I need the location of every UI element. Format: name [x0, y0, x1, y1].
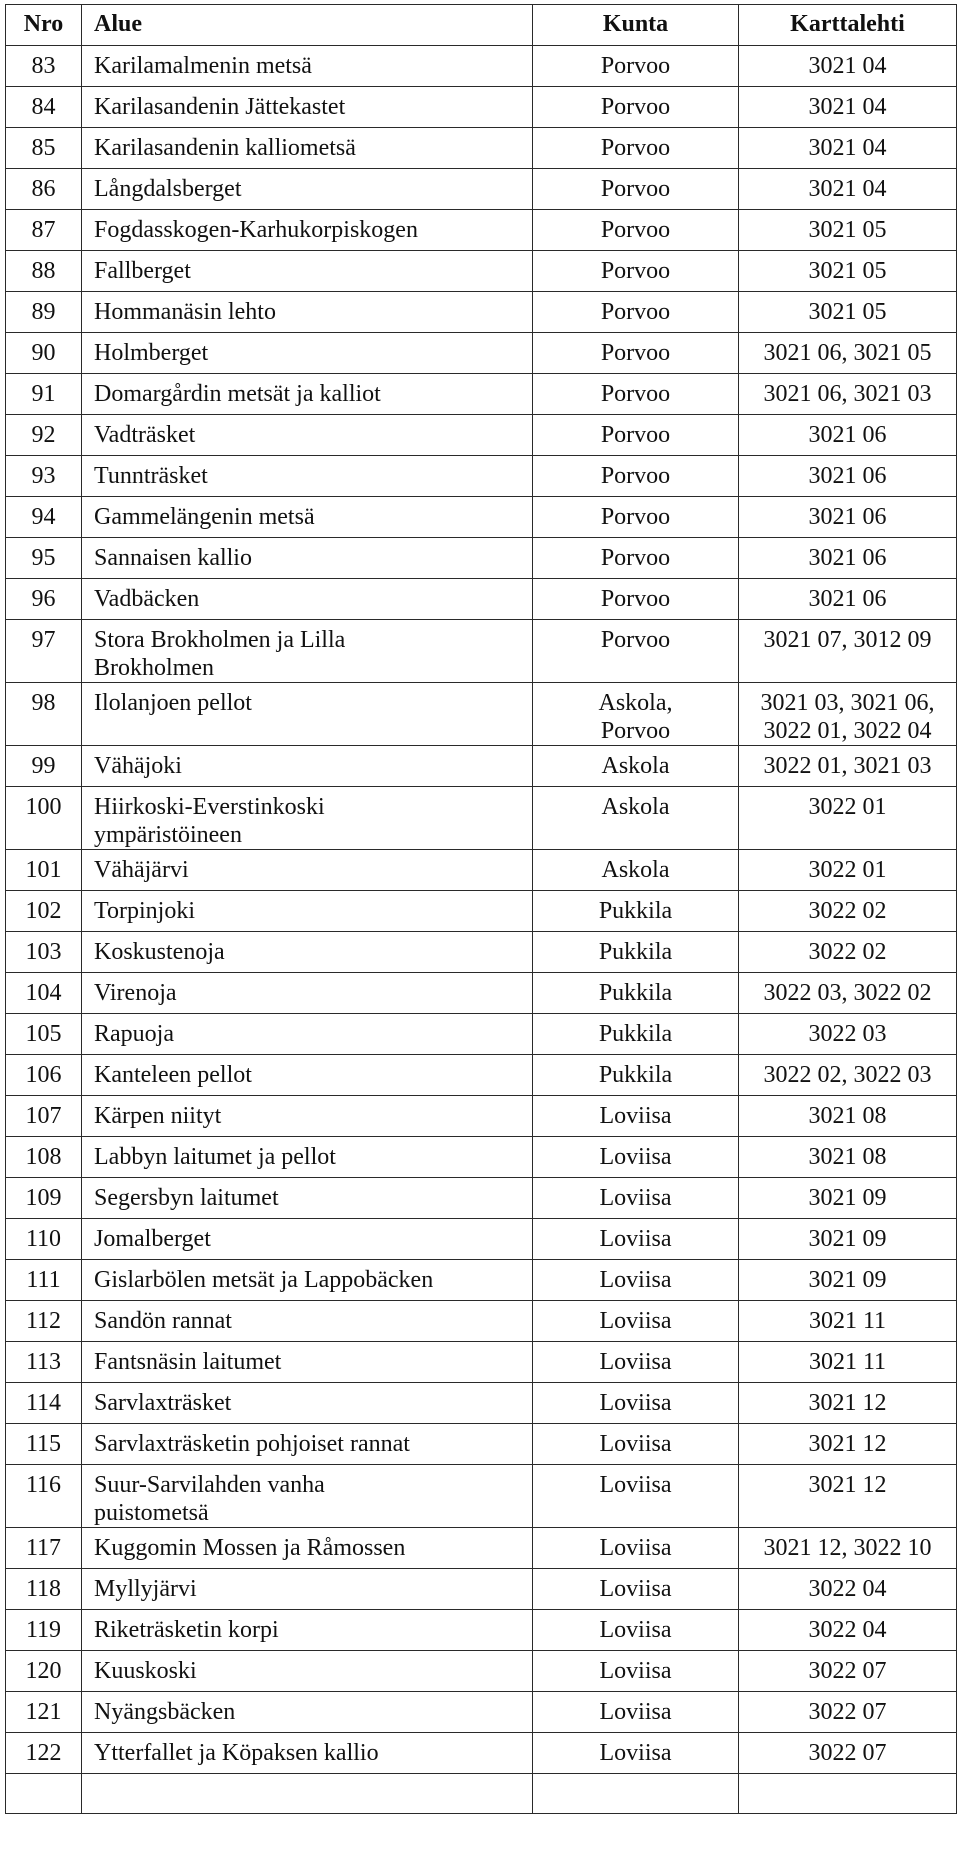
cell-nro: 120 [6, 1651, 82, 1692]
cell-alue-line: Stora Brokholmen ja Lilla [94, 627, 346, 653]
table-row [6, 1260, 957, 1301]
table-row [6, 1137, 957, 1178]
cell-kunta: Loviisa [533, 1383, 739, 1424]
table-row [6, 973, 957, 1014]
cell-kunta: Loviisa [533, 1465, 739, 1528]
cell-nro: 122 [6, 1733, 82, 1774]
table-header-row [6, 5, 957, 46]
cell-kunta: Porvoo [533, 251, 739, 292]
cell-alue: Sarvlaxträsketin pohjoiset rannat [82, 1424, 533, 1465]
cell-nro: 107 [6, 1096, 82, 1137]
cell-nro-empty [6, 1774, 82, 1814]
cell-karttalehti: 3021 06 [739, 415, 957, 456]
cell-alue: Vadbäcken [82, 579, 533, 620]
cell-karttalehti: 3022 03 [739, 1014, 957, 1055]
cell-alue: Vähäjoki [82, 746, 533, 787]
table-body-c [6, 1528, 957, 1774]
cell-karttalehti: 3021 12 [739, 1424, 957, 1465]
cell-nro: 88 [6, 251, 82, 292]
table-row [6, 787, 957, 850]
cell-kunta: Porvoo [533, 456, 739, 497]
table-body-empty [6, 1774, 957, 1814]
cell-kunta: Porvoo [533, 333, 739, 374]
cell-nro: 105 [6, 1014, 82, 1055]
cell-alue: Långdalsberget [82, 169, 533, 210]
table-row [6, 46, 957, 87]
cell-alue-line: Suur-Sarvilahden vanha [94, 1472, 325, 1498]
cell-nro: 104 [6, 973, 82, 1014]
cell-alue: Rapuoja [82, 1014, 533, 1055]
cell-nro: 106 [6, 1055, 82, 1096]
table-row [6, 850, 957, 891]
cell-karttalehti: 3022 01, 3021 03 [739, 746, 957, 787]
table-row [6, 1301, 957, 1342]
cell-karttalehti: 3022 07 [739, 1733, 957, 1774]
cell-kunta: Loviisa [533, 1219, 739, 1260]
cell-karttalehti-line: 3022 01, 3022 04 [763, 718, 932, 744]
cell-nro: 102 [6, 891, 82, 932]
cell-kunta: Loviisa [533, 1651, 739, 1692]
cell-karttalehti: 3021 04 [739, 46, 957, 87]
cell-alue: Sannaisen kallio [82, 538, 533, 579]
cell-kunta: Porvoo [533, 374, 739, 415]
table-row [6, 746, 957, 787]
table-row [6, 456, 957, 497]
table-row [6, 1569, 957, 1610]
table-row [6, 292, 957, 333]
cell-kunta-empty [533, 1774, 739, 1814]
table-row [6, 1651, 957, 1692]
cell-kunta: Pukkila [533, 973, 739, 1014]
table-row [6, 1342, 957, 1383]
cell-alue: Ytterfallet ja Köpaksen kallio [82, 1733, 533, 1774]
cell-nro: 93 [6, 456, 82, 497]
cell-kunta: Loviisa [533, 1096, 739, 1137]
cell-alue: Karilasandenin Jättekastet [82, 87, 533, 128]
cell-karttalehti-empty [739, 1774, 957, 1814]
cell-alue: Labbyn laitumet ja pellot [82, 1137, 533, 1178]
cell-alue: Karilamalmenin metsä [82, 46, 533, 87]
cell-nro: 92 [6, 415, 82, 456]
cell-karttalehti: 3022 02 [739, 932, 957, 973]
cell-karttalehti: 3021 05 [739, 251, 957, 292]
table-row [6, 128, 957, 169]
cell-alue [82, 620, 533, 683]
cell-karttalehti: 3021 04 [739, 169, 957, 210]
table-row [6, 374, 957, 415]
cell-nro: 110 [6, 1219, 82, 1260]
cell-alue-line: puistometsä [94, 1500, 209, 1526]
cell-kunta: Porvoo [533, 210, 739, 251]
cell-alue: Virenoja [82, 973, 533, 1014]
cell-karttalehti: 3021 05 [739, 292, 957, 333]
cell-kunta: Porvoo [533, 46, 739, 87]
cell-kunta: Loviisa [533, 1733, 739, 1774]
cell-alue: Karilasandenin kalliometsä [82, 128, 533, 169]
table-body-a [6, 46, 957, 620]
header-nro: Nro [6, 5, 82, 46]
table-row [6, 169, 957, 210]
cell-karttalehti: 3021 06 [739, 456, 957, 497]
cell-karttalehti: 3021 04 [739, 128, 957, 169]
table-row [6, 333, 957, 374]
cell-kunta: Loviisa [533, 1260, 739, 1301]
cell-nro: 98 [6, 683, 82, 746]
cell-nro: 96 [6, 579, 82, 620]
cell-kunta: Porvoo [533, 292, 739, 333]
cell-alue: Sandön rannat [82, 1301, 533, 1342]
table-row [6, 1096, 957, 1137]
cell-karttalehti: 3021 06 [739, 497, 957, 538]
cell-alue: Vähäjärvi [82, 850, 533, 891]
cell-kunta: Pukkila [533, 1014, 739, 1055]
table-row [6, 251, 957, 292]
cell-karttalehti: 3021 12, 3022 10 [739, 1528, 957, 1569]
cell-karttalehti: 3021 04 [739, 87, 957, 128]
header-karttalehti: Karttalehti [739, 5, 957, 46]
cell-kunta [533, 683, 739, 746]
areas-table [5, 4, 957, 1814]
cell-kunta: Porvoo [533, 497, 739, 538]
cell-nro: 121 [6, 1692, 82, 1733]
cell-karttalehti: 3021 06, 3021 05 [739, 333, 957, 374]
cell-nro: 109 [6, 1178, 82, 1219]
cell-nro: 116 [6, 1465, 82, 1528]
cell-kunta: Porvoo [533, 415, 739, 456]
cell-nro: 85 [6, 128, 82, 169]
cell-nro: 108 [6, 1137, 82, 1178]
table-row [6, 1014, 957, 1055]
cell-kunta: Porvoo [533, 579, 739, 620]
cell-karttalehti: 3021 09 [739, 1178, 957, 1219]
cell-nro: 101 [6, 850, 82, 891]
cell-kunta: Askola [533, 787, 739, 850]
cell-karttalehti: 3021 07, 3012 09 [739, 620, 957, 683]
cell-karttalehti: 3021 08 [739, 1096, 957, 1137]
table-row-empty [6, 1774, 957, 1814]
cell-karttalehti [739, 683, 957, 746]
cell-nro: 86 [6, 169, 82, 210]
table-row [6, 1383, 957, 1424]
cell-alue: Sarvlaxträsket [82, 1383, 533, 1424]
cell-alue: Fogdasskogen-Karhukorpiskogen [82, 210, 533, 251]
cell-karttalehti: 3022 04 [739, 1569, 957, 1610]
table-body-multiline-2 [6, 1465, 957, 1528]
table-row [6, 1692, 957, 1733]
cell-karttalehti: 3022 01 [739, 850, 957, 891]
cell-kunta: Loviisa [533, 1569, 739, 1610]
cell-karttalehti: 3022 07 [739, 1651, 957, 1692]
cell-karttalehti: 3022 07 [739, 1692, 957, 1733]
table-row [6, 497, 957, 538]
cell-karttalehti: 3021 06, 3021 03 [739, 374, 957, 415]
cell-karttalehti: 3021 09 [739, 1219, 957, 1260]
cell-alue: Kärpen niityt [82, 1096, 533, 1137]
cell-alue [82, 787, 533, 850]
cell-nro: 112 [6, 1301, 82, 1342]
cell-alue-line: Hiirkoski-Everstinkoski [94, 794, 325, 820]
cell-kunta: Loviisa [533, 1528, 739, 1569]
table-row [6, 683, 957, 746]
cell-kunta: Askola [533, 746, 739, 787]
table-row [6, 87, 957, 128]
cell-alue: Nyängsbäcken [82, 1692, 533, 1733]
cell-karttalehti: 3021 11 [739, 1342, 957, 1383]
cell-nro: 115 [6, 1424, 82, 1465]
cell-kunta: Loviisa [533, 1692, 739, 1733]
cell-alue: Kuuskoski [82, 1651, 533, 1692]
cell-alue: Fantsnäsin laitumet [82, 1342, 533, 1383]
cell-nro: 97 [6, 620, 82, 683]
cell-karttalehti: 3021 12 [739, 1383, 957, 1424]
cell-kunta: Loviisa [533, 1424, 739, 1465]
cell-nro: 100 [6, 787, 82, 850]
table-row [6, 1528, 957, 1569]
cell-nro: 114 [6, 1383, 82, 1424]
cell-alue: Hommanäsin lehto [82, 292, 533, 333]
cell-alue: Jomalberget [82, 1219, 533, 1260]
cell-alue-line: ympäristöineen [94, 822, 242, 848]
cell-karttalehti: 3022 03, 3022 02 [739, 973, 957, 1014]
table-row [6, 415, 957, 456]
cell-nro: 87 [6, 210, 82, 251]
cell-alue: Ilolanjoen pellot [82, 683, 533, 746]
cell-alue: Myllyjärvi [82, 1569, 533, 1610]
cell-nro: 119 [6, 1610, 82, 1651]
cell-karttalehti: 3022 02 [739, 891, 957, 932]
table-body-b [6, 850, 957, 1465]
cell-karttalehti: 3021 06 [739, 579, 957, 620]
cell-nro: 84 [6, 87, 82, 128]
cell-kunta: Pukkila [533, 891, 739, 932]
table-row [6, 1424, 957, 1465]
cell-alue: Domargårdin metsät ja kalliot [82, 374, 533, 415]
cell-karttalehti: 3022 01 [739, 787, 957, 850]
cell-nro: 103 [6, 932, 82, 973]
cell-alue: Tunnträsket [82, 456, 533, 497]
cell-nro: 118 [6, 1569, 82, 1610]
cell-alue: Gammelängenin metsä [82, 497, 533, 538]
cell-kunta: Pukkila [533, 1055, 739, 1096]
cell-alue: Gislarbölen metsät ja Lappobäcken [82, 1260, 533, 1301]
table-row [6, 1219, 957, 1260]
cell-karttalehti: 3022 04 [739, 1610, 957, 1651]
cell-kunta: Porvoo [533, 620, 739, 683]
cell-alue: Holmberget [82, 333, 533, 374]
cell-kunta-line: Askola, [598, 690, 673, 716]
cell-kunta: Loviisa [533, 1342, 739, 1383]
cell-nro: 89 [6, 292, 82, 333]
table-row [6, 620, 957, 683]
cell-kunta: Porvoo [533, 538, 739, 579]
cell-karttalehti: 3021 09 [739, 1260, 957, 1301]
cell-karttalehti: 3022 02, 3022 03 [739, 1055, 957, 1096]
cell-kunta: Askola [533, 850, 739, 891]
table-row [6, 210, 957, 251]
table-row [6, 579, 957, 620]
cell-karttalehti: 3021 06 [739, 538, 957, 579]
table-row [6, 1178, 957, 1219]
cell-alue-empty [82, 1774, 533, 1814]
cell-alue: Torpinjoki [82, 891, 533, 932]
cell-kunta: Loviisa [533, 1137, 739, 1178]
cell-karttalehti-line: 3021 03, 3021 06, [760, 690, 935, 716]
cell-alue: Koskustenoja [82, 932, 533, 973]
cell-alue: Segersbyn laitumet [82, 1178, 533, 1219]
cell-nro: 117 [6, 1528, 82, 1569]
cell-karttalehti: 3021 12 [739, 1465, 957, 1528]
cell-kunta: Pukkila [533, 932, 739, 973]
cell-karttalehti: 3021 08 [739, 1137, 957, 1178]
cell-nro: 111 [6, 1260, 82, 1301]
cell-alue-line: Brokholmen [94, 655, 214, 681]
cell-nro: 90 [6, 333, 82, 374]
cell-kunta: Loviisa [533, 1610, 739, 1651]
cell-kunta: Porvoo [533, 87, 739, 128]
header-kunta: Kunta [533, 5, 739, 46]
table-row [6, 932, 957, 973]
table-row [6, 538, 957, 579]
cell-nro: 113 [6, 1342, 82, 1383]
table-row [6, 1733, 957, 1774]
cell-alue: Fallberget [82, 251, 533, 292]
cell-alue [82, 1465, 533, 1528]
cell-alue: Kuggomin Mossen ja Råmossen [82, 1528, 533, 1569]
cell-nro: 83 [6, 46, 82, 87]
cell-nro: 94 [6, 497, 82, 538]
cell-alue: Vadträsket [82, 415, 533, 456]
header-alue: Alue [82, 5, 533, 46]
cell-kunta-line: Porvoo [600, 718, 671, 744]
table-row [6, 1465, 957, 1528]
cell-kunta: Loviisa [533, 1301, 739, 1342]
table-body-multiline-1 [6, 620, 957, 850]
cell-kunta: Porvoo [533, 128, 739, 169]
cell-karttalehti: 3021 11 [739, 1301, 957, 1342]
table-row [6, 1610, 957, 1651]
cell-nro: 91 [6, 374, 82, 415]
cell-kunta: Porvoo [533, 169, 739, 210]
cell-nro: 95 [6, 538, 82, 579]
cell-alue: Riketräsketin korpi [82, 1610, 533, 1651]
cell-kunta: Loviisa [533, 1178, 739, 1219]
cell-nro: 99 [6, 746, 82, 787]
cell-karttalehti: 3021 05 [739, 210, 957, 251]
cell-alue: Kanteleen pellot [82, 1055, 533, 1096]
table-row [6, 891, 957, 932]
table-row [6, 1055, 957, 1096]
